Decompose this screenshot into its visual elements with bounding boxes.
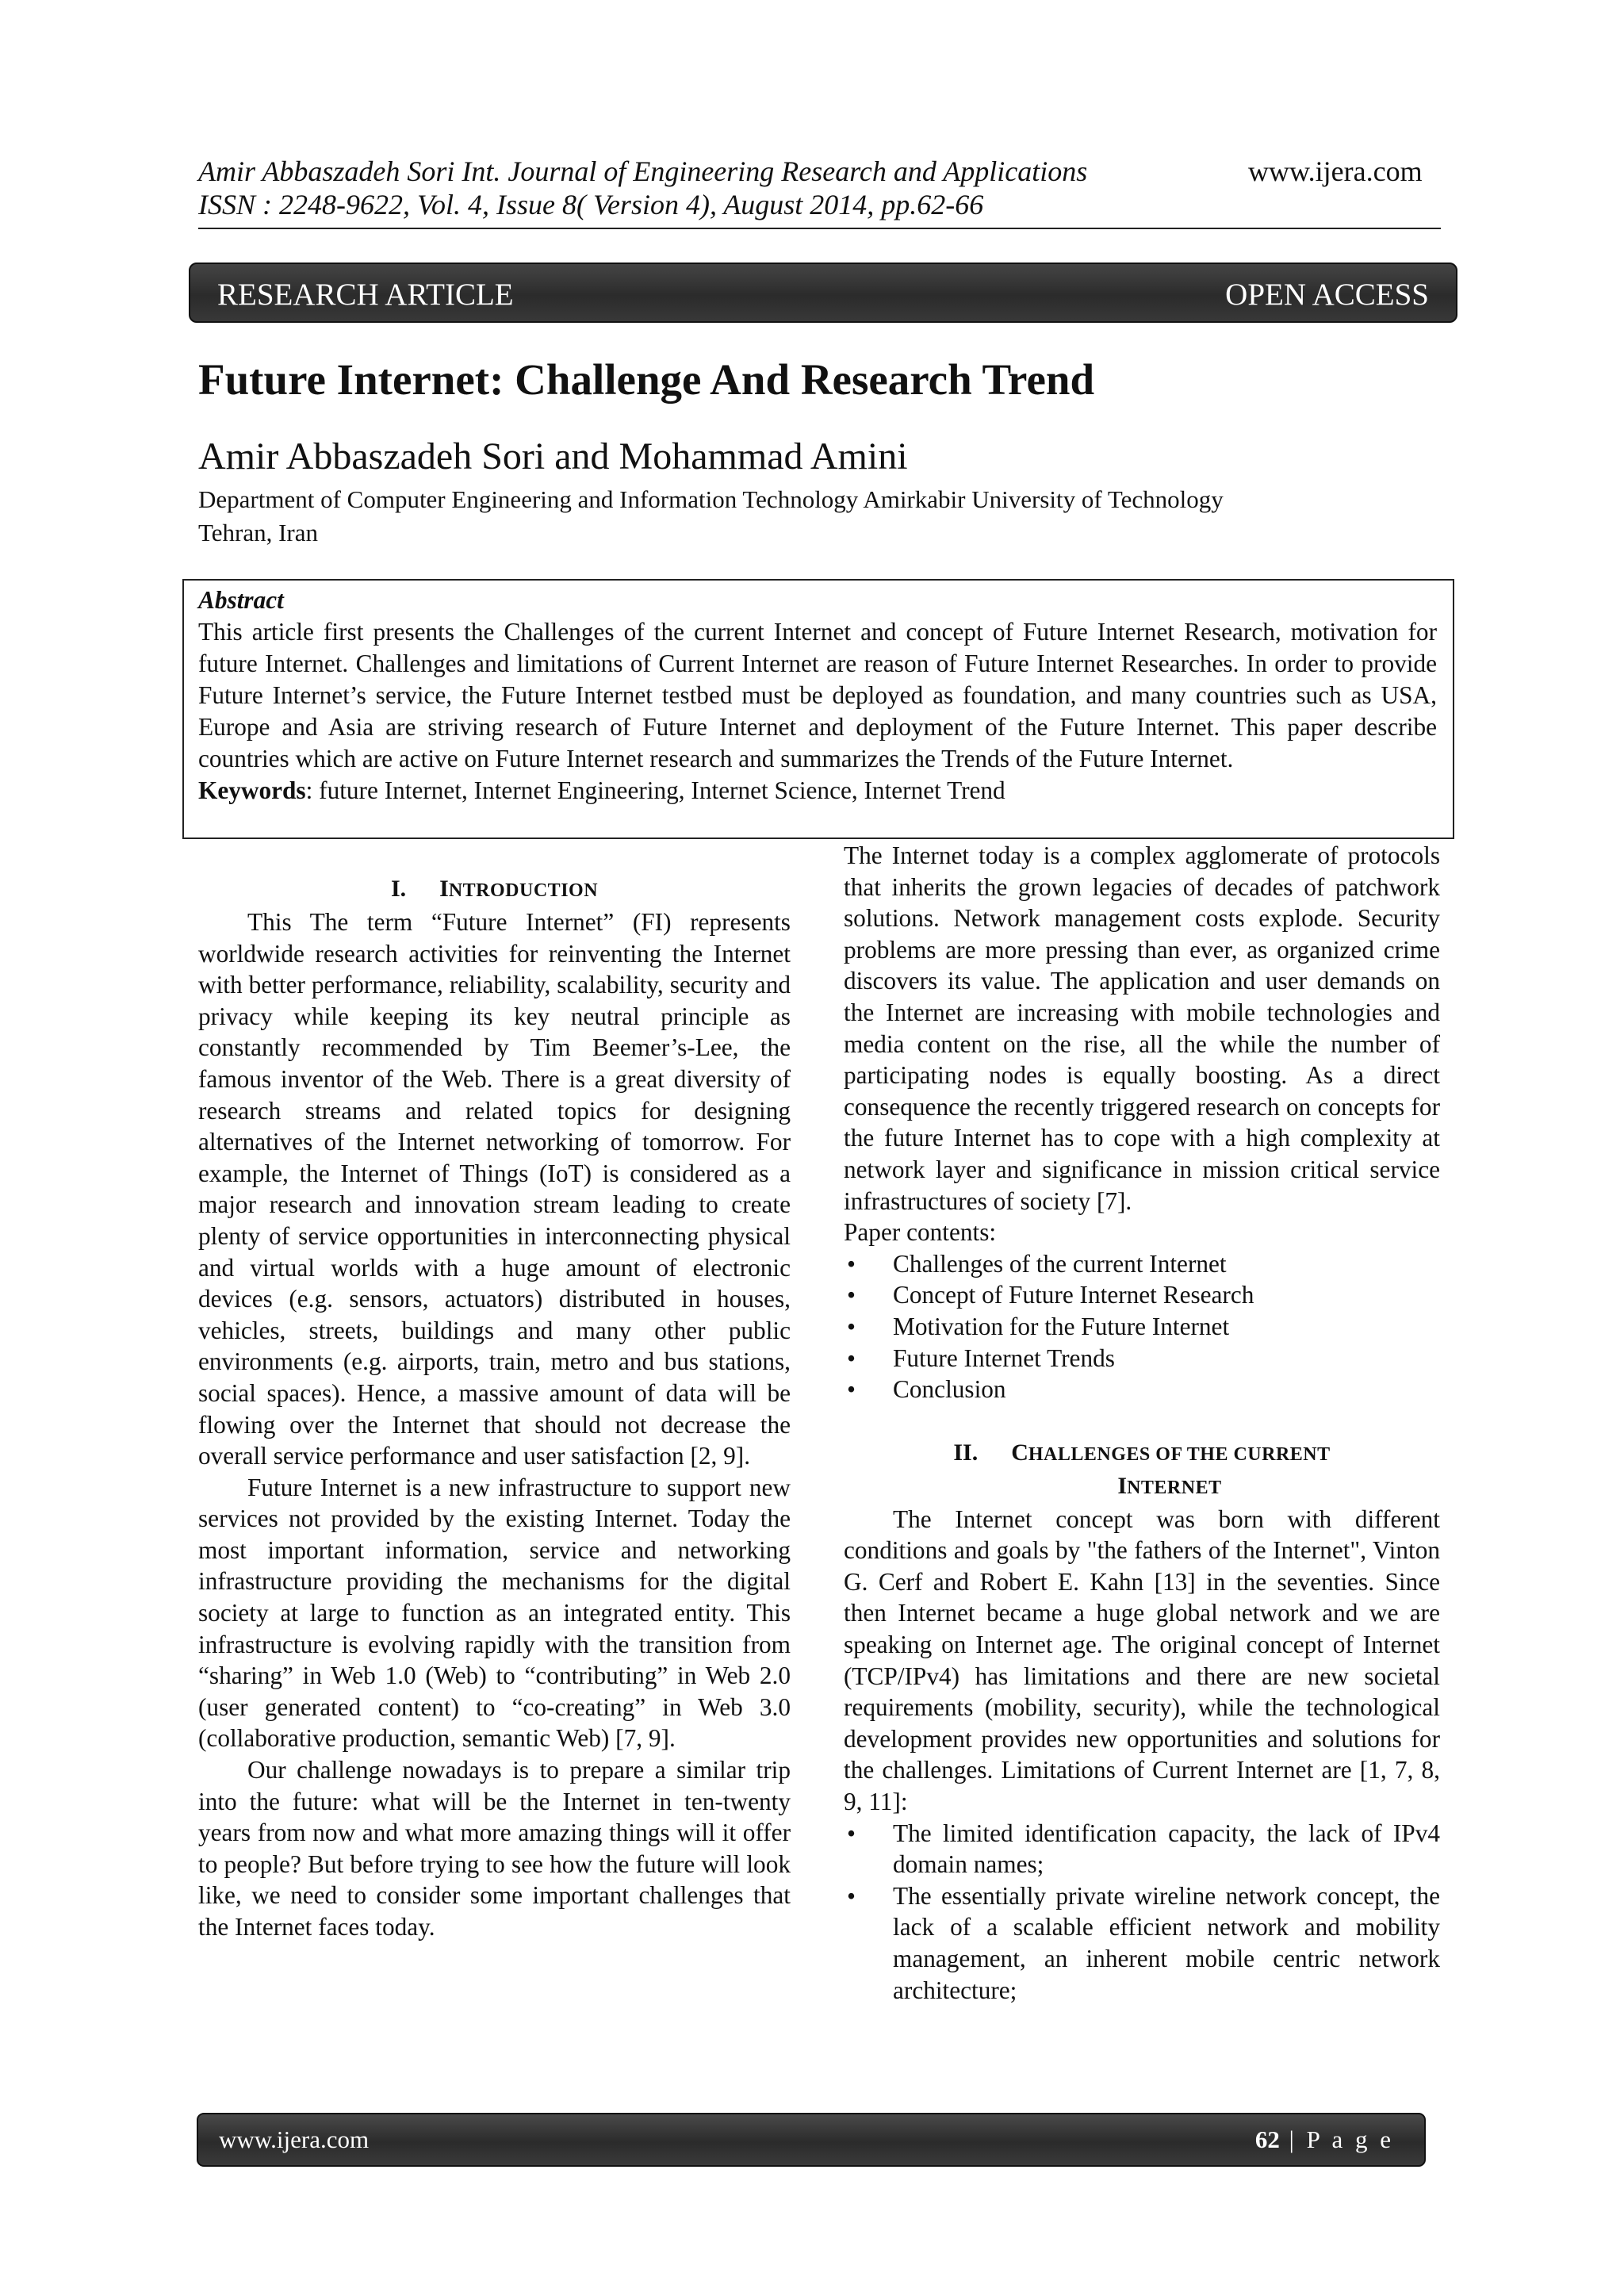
page-label: | P a g e	[1279, 2125, 1394, 2153]
section-2-heading: II. CHALLENGES OF THE CURRENT INTERNET	[953, 1439, 1331, 1499]
journal-website: www.ijera.com	[1248, 155, 1423, 187]
list-item: • Motivation for the Future Internet	[844, 1311, 1440, 1343]
list-item: • Conclusion	[844, 1374, 1440, 1405]
research-article-label: RESEARCH ARTICLE	[217, 278, 514, 312]
page-footer	[197, 2113, 1426, 2167]
list-item: • Concept of Future Internet Research	[844, 1279, 1440, 1311]
paper-contents-list	[844, 1248, 1440, 1405]
section-2-number: II.	[953, 1439, 979, 1466]
paper-contents-label: Paper contents:	[844, 1218, 997, 1247]
open-access-label: OPEN ACCESS	[1225, 278, 1429, 312]
paper-title: Future Internet: Challenge And Research Trend	[198, 355, 1095, 404]
right-column	[844, 840, 1440, 2006]
issn-line: ISSN : 2248-9622, Vol. 4, Issue 8( Version 4), August 2014, pp.62-66	[198, 189, 984, 220]
section-2-title-line-2: NTERNET	[1127, 1477, 1222, 1498]
list-item: • Future Internet Trends	[844, 1343, 1440, 1374]
header-rule	[198, 228, 1441, 229]
intro-paragraph-3: Our challenge nowadays is to prepare a similar trip into the future: what will be the Internet in ten-twenty years from now and what more amazing things will it offer to people? But before trying to see how the future will look like, we need to consider some important challenges that the Internet faces today.	[198, 1756, 791, 1941]
list-item: • The limited identification capacity, the lack of IPv4 domain names;	[844, 1818, 1440, 1880]
internet-today-paragraph: The Internet today is a complex agglomerate of protocols that inherits the grown legacies of decades of patchwork solutions. Network management costs explode. Security problems are more pressing than ever, as organized crime discovers its value. The application and user demands on the Internet are increasing with mobile technologies and media content on the rise, all the while the number of participating nodes is equally boosting. As a direct consequence the recently triggered research on concepts for the future Internet has to cope with a high complexity at network layer and significance in mission critical service infrastructures of society [7].	[844, 841, 1440, 1215]
section-2-title-line-1: HALLENGES OF THE CURRENT	[1028, 1443, 1331, 1465]
paper-authors: Amir Abbaszadeh Sori and Mohammad Amini	[198, 435, 908, 477]
challenges-paragraph: The Internet concept was born with different conditions and goals by "the fathers of the Internet", Vinton G. Cerf and Robert E. Kahn [13] in the seventies. Since then Internet became a huge global network and we are speaking on Internet age. The original concept of Internet (TCP/IPv4) has limitations and there are new societal requirements (mobility, security), while the technological development provides new opportunities and solutions for the challenges. Limitations of Current Internet are [1, 7, 8, 9, 11]:	[844, 1504, 1440, 1816]
footer-website: www.ijera.com	[219, 2125, 370, 2153]
intro-paragraph-2: Future Internet is a new infrastructure to support new services not provided by the existing Internet. Today the most important information, service and networking infrastructure providing the mechanisms for the digital society at large to function as an integrated entity. This infrastructure is evolving rapidly with the transition from “sharing” in Web 1.0 (Web) to “contributing” in Web 2.0 (user generated content) to “co-creating” in Web 3.0 (collaborative production, semantic Web) [7, 9].	[198, 1473, 791, 1753]
abstract-text: This article first presents the Challenges of the current Internet and concept of Future Internet Research, motivation for future Internet. Challenges and limitations of Current Internet are reason of Future Internet Researches. In order to provide Future Internet’s service, the Future Internet testbed must be deployed as foundation, and many countries such as USA, Europe and Asia are striving research of Future Internet and deployment of the Future Internet. This paper describe countries which are active on Future Internet research and summarizes the Trends of the Future Internet.	[198, 618, 1437, 772]
article-type-banner	[189, 263, 1457, 323]
abstract-label: Abstract	[198, 586, 284, 614]
journal-header-line: Amir Abbaszadeh Sori Int. Journal of Engineering Research and Applications	[198, 155, 1088, 187]
intro-paragraph-1: This The term “Future Internet” (FI) represents worldwide research activities for reinventing the Internet with better performance, reliability, scalability, security and privacy while keeping its key neutral principle as constantly recommended by Tim Beemer’s-Lee, the famous inventor of the Web. There is a great diversity of research streams and related topics for designing alternatives of the Internet networking of tomorrow. For example, the Internet of Things (IoT) is considered as a major research and innovation stream leading to create plenty of service opportunities in interconnecting physical and virtual worlds with a huge amount of electronic devices (e.g. sensors, actuators) distributed in houses, vehicles, streets, buildings and many other public environments (e.g. airports, train, metro and bus stations, social spaces). Hence, a massive amount of data will be flowing over the Internet that should not decrease the overall service performance and user satisfaction [2, 9].	[198, 908, 791, 1470]
section-1-title: NTRODUCTION	[448, 880, 599, 901]
section-1-heading: I. INTRODUCTION	[390, 876, 599, 902]
keywords-label: Keywords	[198, 776, 306, 804]
affiliation-line-2: Tehran, Iran	[198, 519, 319, 546]
affiliation-line-1: Department of Computer Engineering and Information Technology Amirkabir University of Technology	[198, 485, 1224, 513]
list-item: • Challenges of the current Internet	[844, 1248, 1440, 1280]
page-number	[1255, 2125, 1394, 2154]
section-1-number: I.	[390, 876, 407, 902]
page-number-value: 62	[1254, 2125, 1280, 2153]
left-column	[198, 873, 791, 1943]
keywords-text: : future Internet, Internet Engineering, Internet Science, Internet Trend	[305, 776, 1005, 804]
list-item: • The essentially private wireline network concept, the lack of a scalable efficient network and mobility management, an inherent mobile centric network architecture;	[844, 1880, 1440, 2006]
abstract	[198, 585, 1437, 807]
limitations-list	[844, 1818, 1440, 2007]
